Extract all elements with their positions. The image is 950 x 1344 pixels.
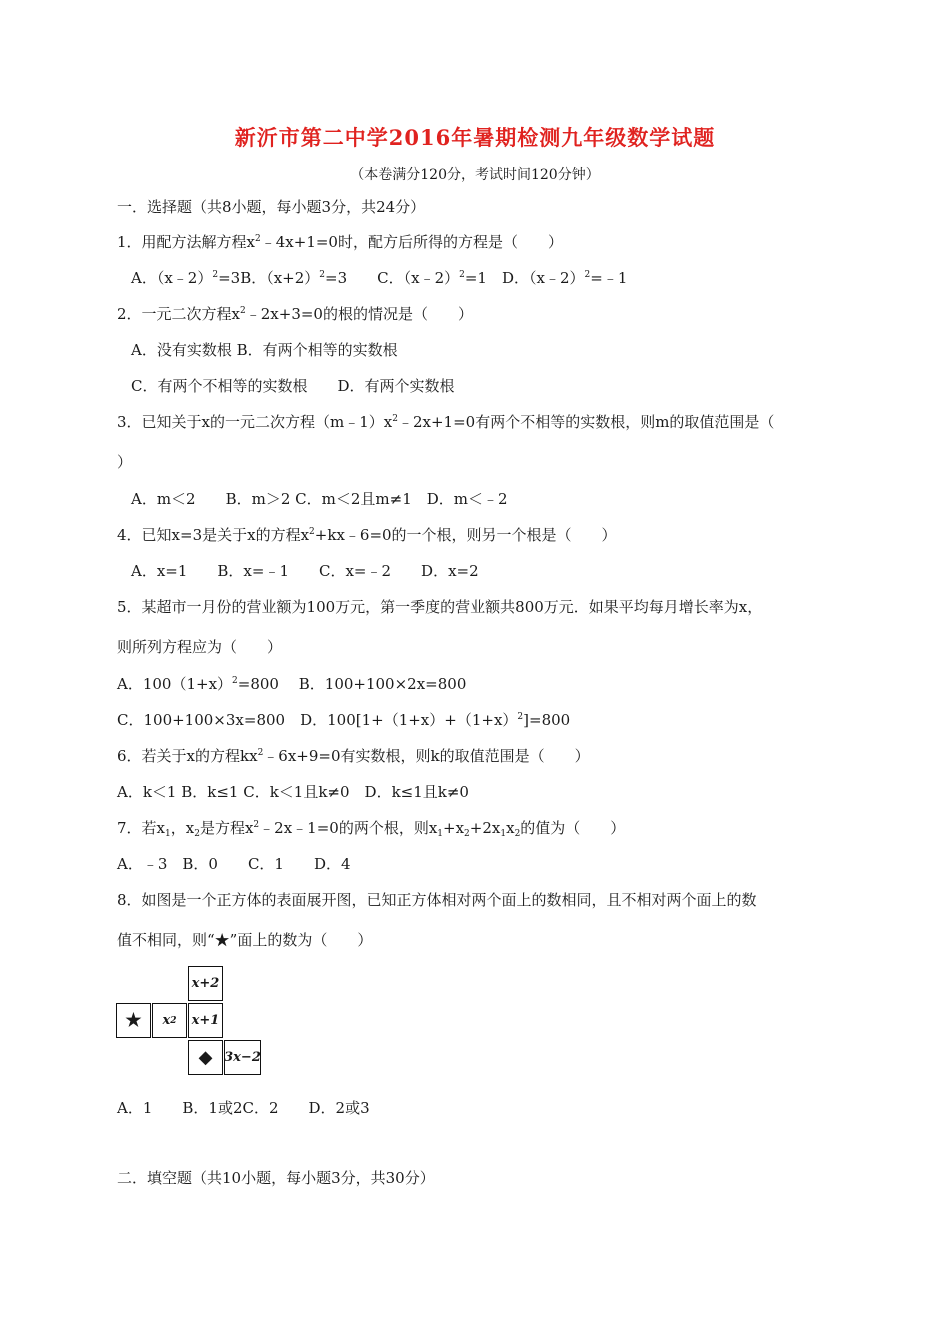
question-7-options: A．﹣3 B．0 C．1 D．4 [117, 855, 351, 873]
section-1-heading: 一．选择题（共8小题，每小题3分，共24分） [117, 198, 426, 216]
page-title: 新沂市第二中学2016年暑期检测九年级数学试题 [234, 125, 716, 150]
question-6-options: A．k＜1 B．k≤1 C．k＜1且k≠0 D．k≤1且k≠0 [117, 783, 469, 801]
question-5-stem: 5．某超市一月份的营业额为100万元，第一季度的营业额共800万元．如果平均每月增长率为x， [117, 598, 763, 616]
section-2-heading: 二．填空题（共10小题，每小题3分，共30分） [117, 1169, 435, 1187]
question-4-options: A．x=1 B．x=﹣1 C．x=﹣2 D．x=2 [131, 562, 479, 580]
face-middle: x+1 [188, 1003, 223, 1038]
question-5-stem-cont: 则所列方程应为（ ） [117, 638, 283, 656]
question-1-options: A．（x﹣2）$^2$=3B．$(x+2)^2=3$ C．（x﹣2）$^2$=1 D．（x﹣2）$^2$=﹣1 [131, 269, 628, 287]
face-right: 3x−2 [224, 1040, 261, 1075]
question-3-options: A．m＜2 B．m＞2 C．m＜2且m≠1 D．m＜﹣2 [131, 490, 508, 508]
question-3-stem: 3．已知关于x的一元二次方程$(m﹣1)x^2﹣2x+1=0$有两个不相等的实数根，则m的取值范围是（ [117, 413, 775, 431]
cube-net-figure [116, 966, 262, 1078]
question-5-options-1: A．$100(1+x)^2=800$ B．100+100×2x=800 [117, 675, 467, 693]
face-star: ★ [116, 1003, 151, 1038]
question-2-options-2: C．有两个不相等的实数根 D．有两个实数根 [131, 377, 455, 395]
question-8-options: A．1 B．1或2C．2 D．2或3 [117, 1099, 370, 1117]
question-3-stem-cont: ） [117, 453, 133, 471]
question-6-stem: 6．若关于x的方程$kx^2﹣6x+9=0$有实数根，则k的取值范围是（ ） [117, 747, 590, 765]
face-top: x+2 [188, 966, 223, 1001]
question-7-stem: 7．若$x_1$，$x_2$是方程$x^2﹣2x﹣1=0$的两个根，则$x_1+x_2+2x_1x_2$的值为（ ） [117, 819, 626, 839]
question-4-stem: 4．已知x=3是关于x的方程$x^2+kx﹣6=0$的一个根，则另一个根是（ ） [117, 526, 617, 544]
question-5-options-2: C．100+100×3x=800 D．$100[1+(1+x)+(1+x)^2]=800$ [117, 711, 571, 729]
question-8-stem-cont: 值不相同，则“★”面上的数为（ ） [117, 931, 373, 949]
question-8-stem: 8．如图是一个正方体的表面展开图，已知正方体相对两个面上的数相同，且不相对两个面上的数 [117, 891, 757, 909]
face-x-squared: x 2 [152, 1003, 187, 1038]
question-2-stem: 2．一元二次方程$x^2﹣2x+3=0$的根的情况是（ ） [117, 305, 473, 323]
question-2-options-1: A．没有实数根 B．有两个相等的实数根 [131, 341, 398, 359]
page-subtitle: （本卷满分120分，考试时间120分钟） [350, 167, 600, 183]
question-1-stem: 1．用配方法解方程$x^2﹣4x+1=0$时，配方后所得的方程是（ ） [117, 233, 563, 251]
face-diamond: ◆ [188, 1040, 223, 1075]
